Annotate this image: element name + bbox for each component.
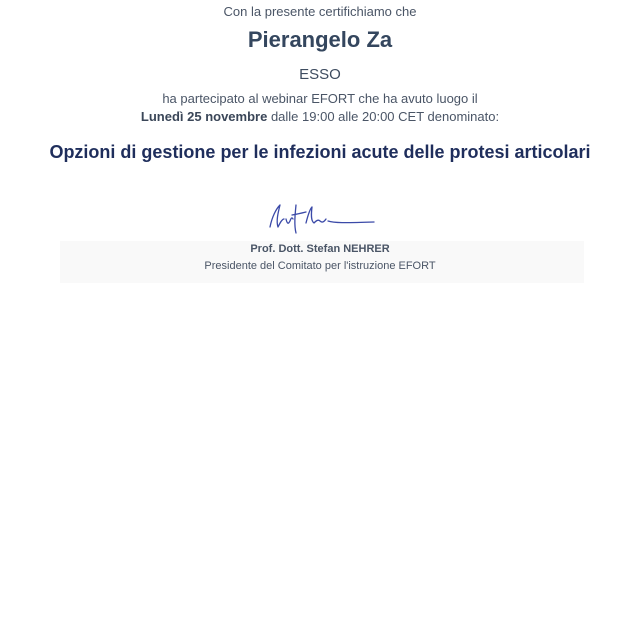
participation-statement: ha partecipato al webinar EFORT che ha avuto luogo il — [162, 91, 478, 106]
event-date: Lunedì 25 novembre — [140, 109, 268, 124]
event-datetime — [0, 109, 640, 124]
signature-icon — [262, 197, 382, 239]
signatory-name: Prof. Dott. Stefan NEHRER — [250, 243, 390, 255]
recipient-name: Pierangelo Za — [247, 27, 393, 52]
event-time: dalle 19:00 alle 20:00 CET denominato: — [267, 109, 500, 124]
recipient-company: ESSO — [299, 66, 341, 83]
signatory-role: Presidente del Comitato per l'istruzione EFORT — [204, 260, 436, 272]
certificate-intro: Con la presente certifichiamo che — [223, 4, 417, 19]
webinar-title: Opzioni di gestione per le infezioni acute delle protesi articolari — [49, 142, 591, 162]
